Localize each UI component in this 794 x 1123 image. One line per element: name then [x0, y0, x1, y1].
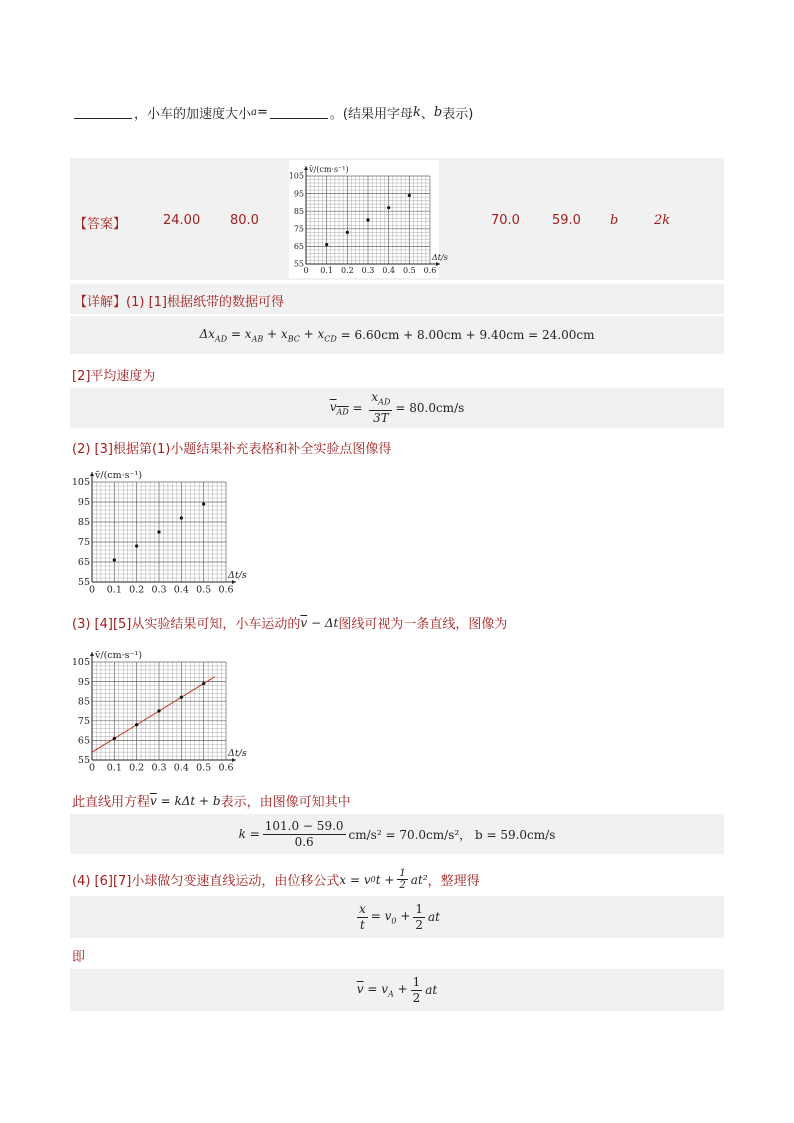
formula-1-lhs: $\Delta x_{AD} = x_{AB} + x_{BC} + x_{CD}$ — [199, 326, 337, 344]
x-axis-label: Δt/s — [432, 253, 448, 262]
data-point — [387, 206, 390, 209]
question-text-3: 表示) — [442, 107, 474, 122]
y-axis-arrow — [304, 166, 308, 170]
detail-label: 【详解】 — [74, 295, 127, 310]
y-tick-label: 55 — [77, 755, 90, 767]
data-point — [135, 544, 138, 547]
x-tick-label: 0.4 — [173, 584, 189, 596]
x-tick-label: 0.4 — [382, 266, 396, 275]
formula-5-lhs: $\overline{v} = v_A$ + — [356, 981, 408, 999]
y-tick-label: 55 — [293, 259, 304, 269]
graph-3 — [66, 646, 252, 780]
detail-step-2: [2]平均速度为 — [72, 369, 156, 384]
formula-3-rhs: cm/s² = 70.0cm/s²， b = 59.0cm/s — [348, 827, 556, 842]
y-axis-label: v̄/(cm·s⁻¹) — [95, 650, 143, 661]
x-tick-label: 0.5 — [196, 762, 212, 774]
formula-3-lhs: k = — [238, 827, 260, 841]
x-tick-label: 0.5 — [402, 266, 416, 275]
step-4-text-a: (3) [4][5]从实验结果可知，小车运动的 — [72, 617, 301, 632]
var-k: k — [412, 105, 421, 120]
formula-1-band — [70, 316, 724, 354]
equals-sign: = — [256, 105, 268, 120]
formula-1-result: = 6.60cm + 8.00cm + 9.40cm = 24.00cm — [340, 328, 595, 342]
answer-value-3: 70.0 — [491, 213, 520, 228]
formula-3-den: 0.6 — [294, 834, 314, 849]
x-tick-label: 0.6 — [218, 762, 234, 774]
y-tick-label: 85 — [77, 517, 90, 529]
var-b: b — [433, 105, 443, 120]
x-tick-label: 0.1 — [106, 584, 122, 596]
formula-3-band — [70, 814, 724, 854]
data-point — [180, 516, 183, 519]
formula-5-at: at — [425, 983, 438, 997]
formula-2-rhs: = 80.0cm/s — [395, 401, 465, 415]
x-tick-label: 0.2 — [340, 266, 354, 275]
answer-blank-1 — [74, 106, 132, 119]
y-axis-label: v̄/(cm·s⁻¹) — [95, 470, 143, 481]
x-axis-label: Δt/s — [228, 748, 247, 759]
x-tick-label: 0.1 — [106, 762, 122, 774]
formula-3-num: 101.0 − 59.0 — [264, 818, 344, 833]
detail-step-5 — [72, 791, 351, 810]
formula-4-rhs: = $v_0$ + — [370, 908, 411, 926]
step-5-text-a: 此直线用方程 — [72, 795, 151, 810]
formula-2-fraction — [369, 390, 392, 425]
y-axis-label: v̄/(cm·s⁻¹) — [309, 165, 349, 174]
x-tick-label: 0.1 — [320, 266, 334, 275]
data-point — [325, 243, 328, 246]
answer-value-1: 24.00 — [163, 213, 201, 228]
graph-3-box — [66, 646, 252, 780]
formula-4-at: at — [428, 910, 441, 924]
x-tick-label: 0 — [88, 584, 96, 596]
data-point — [157, 709, 160, 712]
var-a: a — [251, 107, 257, 118]
separator: 、 — [420, 107, 434, 122]
answer-value-5: b — [610, 213, 619, 228]
x-tick-label: 0.4 — [173, 762, 189, 774]
answer-graph-box — [288, 160, 448, 278]
formula-2-den: 3T — [373, 410, 389, 425]
y-axis-arrow — [90, 472, 94, 476]
formula-4-band — [70, 896, 724, 938]
x-tick-label: 0.2 — [129, 762, 145, 774]
formula-4-half: $\frac{1}{2}$ — [415, 901, 424, 932]
x-tick-label: 0.2 — [129, 584, 145, 596]
data-point — [202, 682, 205, 685]
formula-5-band — [70, 969, 724, 1011]
x-tick-label: 0.3 — [361, 266, 375, 275]
y-tick-label: 55 — [77, 577, 90, 589]
data-point — [366, 218, 369, 221]
question-line — [72, 103, 473, 122]
data-point — [113, 737, 116, 740]
step-6-formula: x = v 0 t + $\frac{1}{2}$ at² — [339, 868, 428, 891]
step-5-text-b: 表示，由图像可知其中 — [220, 795, 351, 810]
y-tick-label: 85 — [293, 206, 304, 216]
data-point — [408, 194, 411, 197]
x-axis-label: Δt/s — [228, 570, 247, 581]
graph-2 — [66, 462, 252, 596]
y-tick-label: 65 — [77, 557, 90, 569]
answer-value-2: 80.0 — [230, 213, 259, 228]
x-tick-label: 0 — [88, 762, 96, 774]
formula-2-num: $x_{AD}$ — [369, 390, 392, 410]
data-point — [202, 502, 205, 505]
detail-step-3: (2) [3]根据第(1)小题结果补充表格和补全实验点图像得 — [72, 442, 392, 457]
y-tick-label: 75 — [77, 715, 90, 727]
x-tick-label: 0.6 — [423, 266, 437, 275]
step-4-graph-var: $\overline{v} - \Delta t$ — [300, 615, 339, 630]
x-tick-label: 0 — [303, 266, 309, 275]
x-tick-label: 0.3 — [151, 584, 167, 596]
fit-line — [92, 677, 215, 752]
y-axis-arrow — [90, 652, 94, 656]
y-tick-label: 95 — [77, 676, 90, 688]
data-point — [346, 231, 349, 234]
step-5-equation: $\overline{v} = k\Delta t + b$ — [150, 793, 221, 808]
answer-value-4: 59.0 — [552, 213, 581, 228]
y-tick-label: 85 — [77, 696, 90, 708]
answer-blank-2 — [270, 106, 328, 119]
y-tick-label: 95 — [293, 189, 304, 199]
question-text-2: 。(结果用字母 — [329, 107, 413, 122]
data-point — [135, 723, 138, 726]
detail-line-1 — [74, 291, 284, 310]
y-tick-label: 105 — [71, 477, 90, 489]
y-tick-label: 95 — [77, 497, 90, 509]
y-tick-label: 65 — [77, 735, 90, 747]
y-tick-label: 105 — [71, 657, 90, 669]
graph-2-box — [66, 462, 252, 596]
y-tick-label: 75 — [77, 537, 90, 549]
x-tick-label: 0.6 — [218, 584, 234, 596]
detail-step-7: 即 — [72, 950, 86, 965]
step-4-text-b: 图线可视为一条直线，图像为 — [338, 617, 508, 632]
detail-step-6 — [72, 868, 480, 891]
x-tick-label: 0.5 — [196, 584, 212, 596]
data-point — [180, 696, 183, 699]
formula-3-fraction — [263, 819, 346, 850]
detail-step-1: (1) [1]根据纸带的数据可得 — [126, 295, 284, 310]
detail-step-4 — [72, 613, 507, 632]
data-point — [157, 530, 160, 533]
y-tick-label: 75 — [293, 224, 304, 234]
answer-value-6: 2k — [654, 213, 671, 228]
x-tick-label: 0.3 — [151, 762, 167, 774]
step-6-text-a: (4) [6][7]小球做匀变速直线运动，由位移公式 — [72, 874, 340, 889]
answer-graph — [288, 160, 448, 278]
question-text-1: ，小车的加速度大小 — [134, 107, 252, 122]
answer-label: 【答案】 — [74, 217, 127, 232]
y-tick-label: 65 — [293, 242, 304, 252]
formula-4-fraction: $\frac{x}{t}$ — [358, 901, 366, 932]
step-6-text-b: ，整理得 — [427, 874, 480, 889]
formula-5-half: $\frac{1}{2}$ — [412, 974, 421, 1005]
formula-2-lhs: $v_{AD}$ — [329, 399, 349, 417]
data-point — [113, 558, 116, 561]
formula-2-band: $v_{AD}$ = $\frac{x_{AD}}{3T}$ = 80.0cm/s — [70, 388, 724, 428]
y-tick-label: 105 — [288, 171, 304, 181]
